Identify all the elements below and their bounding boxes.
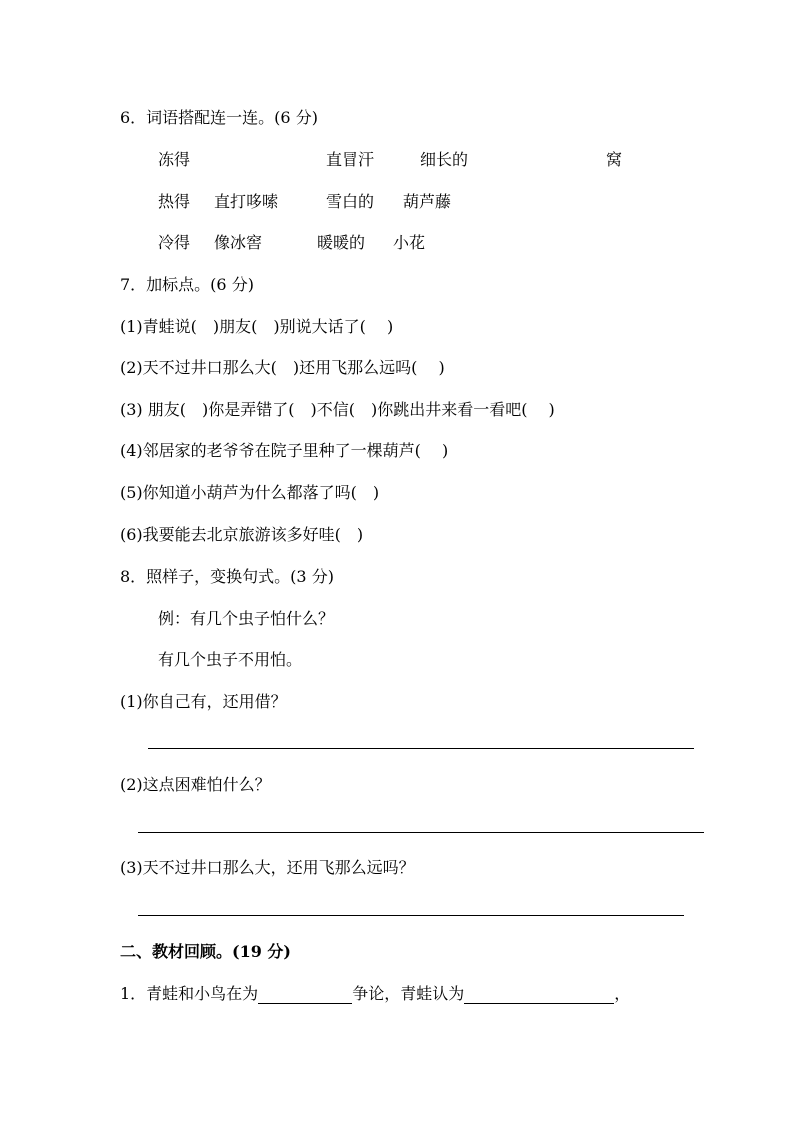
q6-word[interactable]: 直冒汗 xyxy=(326,150,375,169)
q8-example-answer: 有几个虫子不用怕。 xyxy=(158,650,303,669)
q7-item-5[interactable]: (5)你知道小葫芦为什么都落了吗( ) xyxy=(120,483,380,502)
q6-title: 6．词语搭配连一连。(6 分) xyxy=(120,108,318,127)
q8-example-question: 例：有几个虫子怕什么？ xyxy=(158,609,335,628)
q7-title: 7．加标点。(6 分) xyxy=(120,275,254,294)
q1-text-3: ， xyxy=(614,984,631,1003)
q8-item-1: (1)你自己有，还用借？ xyxy=(120,692,287,711)
q1-text-2: 争论，青蛙认为 xyxy=(352,984,465,1003)
q7-item-1[interactable]: (1)青蛙说( )朋友( )别说大话了( ) xyxy=(120,317,394,336)
q7-item-6[interactable]: (6)我要能去北京旅游该多好哇( ) xyxy=(120,525,364,544)
q7-item-2[interactable]: (2)天不过井口那么大( )还用飞那么远吗( ) xyxy=(120,358,445,377)
q7-item-4[interactable]: (4)邻居家的老爷爷在院子里种了一棵葫芦( ) xyxy=(120,441,449,460)
answer-line[interactable] xyxy=(138,832,704,833)
q6-word[interactable]: 葫芦藤 xyxy=(403,192,452,211)
fill-blank[interactable] xyxy=(258,985,352,1004)
answer-line[interactable] xyxy=(148,748,694,749)
q8-item-3: (3)天不过井口那么大，还用飞那么远吗？ xyxy=(120,858,415,877)
q8-title: 8．照样子，变换句式。(3 分) xyxy=(120,567,334,586)
q6-word[interactable]: 细长的 xyxy=(420,150,469,169)
q6-word[interactable]: 小花 xyxy=(393,233,426,252)
q6-word[interactable]: 暖暖的 xyxy=(317,233,366,252)
q7-item-3[interactable]: (3) 朋友( )你是弄错了( )不信( )你跳出井来看一看吧( ) xyxy=(120,400,555,419)
q6-word[interactable]: 热得 xyxy=(158,192,191,211)
q6-word[interactable]: 冷得 xyxy=(158,233,191,252)
q6-word[interactable]: 窝 xyxy=(606,150,623,169)
answer-line[interactable] xyxy=(138,915,684,916)
q8-item-2: (2)这点困难怕什么？ xyxy=(120,775,271,794)
q1-text-1: 1．青蛙和小鸟在为 xyxy=(120,984,259,1003)
q6-word[interactable]: 像冰窖 xyxy=(214,233,263,252)
q6-word[interactable]: 直打哆嗦 xyxy=(214,192,279,211)
section2-q1 xyxy=(120,984,630,1004)
q6-word[interactable]: 冻得 xyxy=(158,150,191,169)
fill-blank[interactable] xyxy=(464,985,614,1004)
section2-title: 二、教材回顾。(19 分) xyxy=(120,942,291,961)
q6-word[interactable]: 雪白的 xyxy=(326,192,375,211)
